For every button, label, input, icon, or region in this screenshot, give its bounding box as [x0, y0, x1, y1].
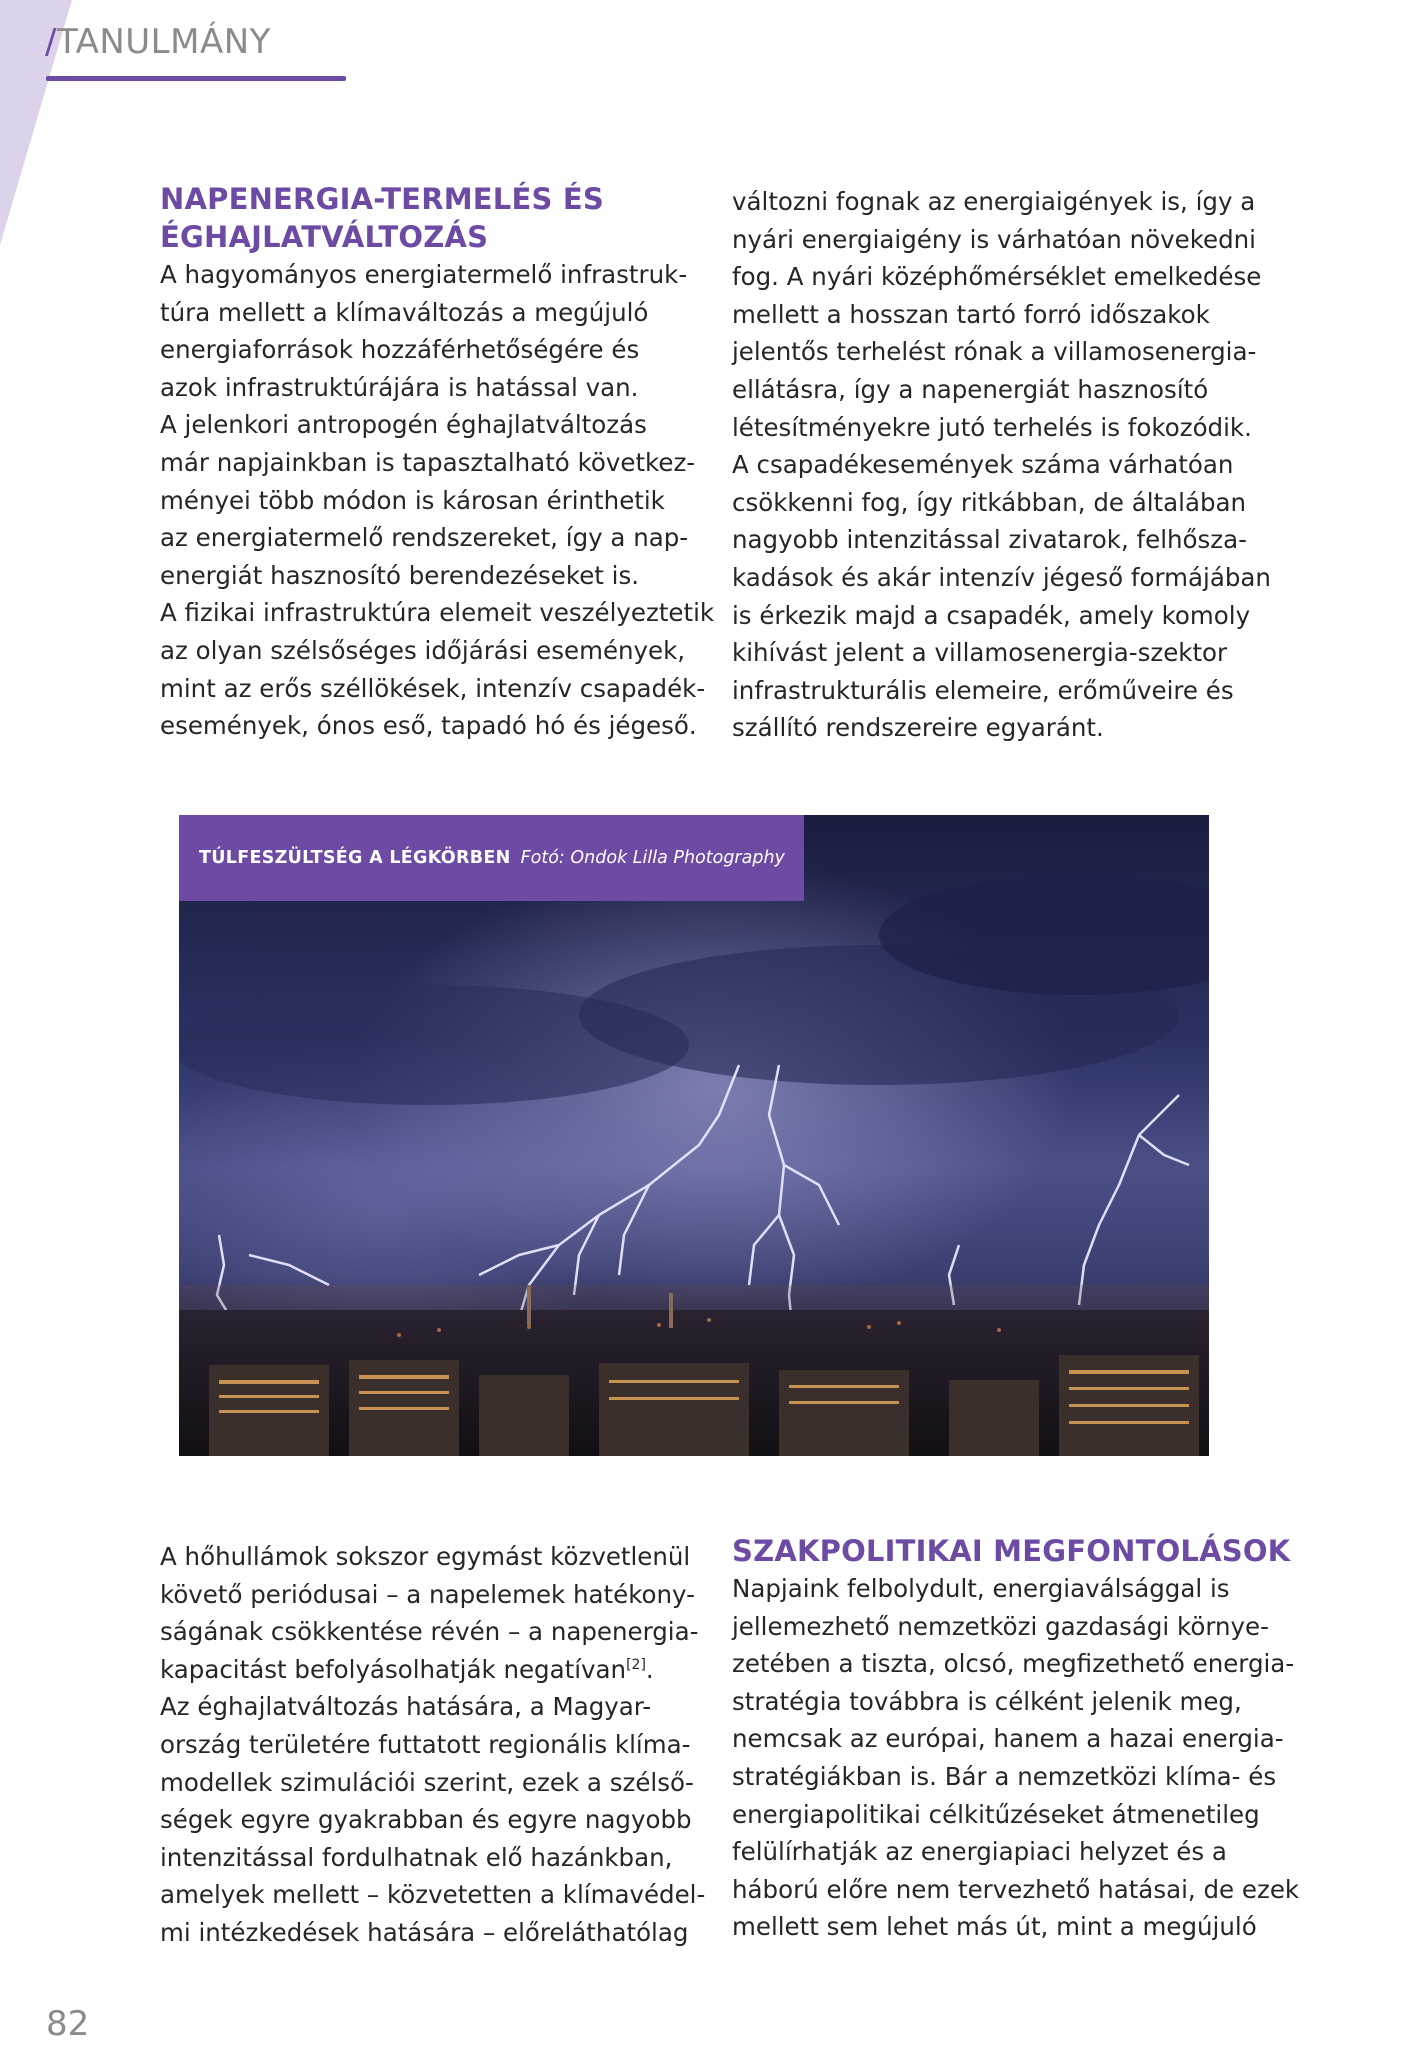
photo-caption [179, 815, 804, 901]
text-fragment: kapacitást befolyásolhatják negatívan [160, 1654, 627, 1684]
text-line: nemcsak az európai, hanem a hazai energia- [732, 1724, 1284, 1754]
text-line: Napjaink felbolydult, energiaválsággal is [732, 1574, 1230, 1603]
caption-credit: Fotó: Ondok Lilla Photography [520, 848, 785, 868]
caption-title: TÚLFESZÜLTSÉG A LÉGKÖRBEN [199, 848, 511, 868]
text-line-with-footnote [160, 1651, 720, 1689]
text-line: ellátásra, így a napenergiát hasznosító [732, 374, 1209, 404]
text-line: modellek szimulációi szerint, ezek a szélső- [160, 1767, 694, 1797]
lightning-storm-image [179, 815, 1209, 1456]
section-header [45, 22, 271, 62]
text-line: szállító rendszereire egyaránt. [732, 713, 1104, 743]
text-line: A hagyományos energiatermelő infrastruk- [160, 260, 688, 289]
text-line: az olyan szélsőséges időjárási események, [160, 635, 686, 665]
text-line: ságának csökkentése révén – a napenergia- [160, 1617, 699, 1647]
text-line: A csapadékesemények száma várhatóan [732, 450, 1234, 480]
text-line: stratégia továbbra is célként jelenik meg, [732, 1686, 1242, 1716]
text-line: jelentős terhelést rónak a villamosenergia- [732, 337, 1257, 367]
text-line: túra mellett a klímaváltozás a megújuló [160, 297, 649, 327]
text-line: változni fognak az energiaigények is, így a [732, 187, 1256, 216]
column-right-top [732, 183, 1292, 747]
text-line: jellemezhető nemzetközi gazdasági környe- [732, 1611, 1269, 1641]
lightning-photo [179, 815, 1209, 1456]
text-line: az energiatermelő rendszereket, így a nap- [160, 523, 689, 553]
text-fragment: . [645, 1654, 654, 1684]
text-line: kihívást jelent a villamosenergia-szektor [732, 638, 1228, 668]
footnote-reference[interactable]: [2] [626, 1656, 646, 1673]
text-line: kadások és akár intenzív jégeső formájában [732, 562, 1271, 592]
text-line: ményei több módon is károsan érinthetik [160, 485, 665, 515]
text-line: háború előre nem tervezhető hatásai, de ezek [732, 1874, 1300, 1904]
text-line: Az éghajlatváltozás hatására, a Magyar- [160, 1692, 652, 1722]
section-title: TANULMÁNY [56, 22, 271, 62]
heading-line: NAPENERGIA-TERMELÉS ÉS [160, 182, 604, 216]
column-left-bottom [160, 1538, 720, 1952]
text-line: A hőhullámok sokszor egymást közvetlenül [160, 1542, 691, 1571]
heading-line: ÉGHAJLATVÁLTOZÁS [160, 220, 489, 254]
text-line: csökkenni fog, így ritkábban, de általában [732, 487, 1247, 517]
text-line: A jelenkori antropogén éghajlatváltozás [160, 410, 647, 440]
text-line: amelyek mellett – közvetetten a klímavédel- [160, 1880, 706, 1910]
header-underline [46, 76, 346, 81]
section-heading-szakpolitikai: SZAKPOLITIKAI MEGFONTOLÁSOK [732, 1534, 1291, 1568]
text-line: felülírhatják az energiapiaci helyzet és a [732, 1837, 1227, 1867]
text-line: mint az erős széllökések, intenzív csapadék- [160, 673, 706, 703]
text-line: ségek egyre gyakrabban és egyre nagyobb [160, 1805, 692, 1835]
text-line: intenzitással fordulhatnak elő hazánkban, [160, 1842, 673, 1872]
column-right-bottom [732, 1532, 1300, 1946]
text-line: energiaforrások hozzáférhetőségére és [160, 335, 640, 365]
text-line: is érkezik majd a csapadék, amely komoly [732, 600, 1251, 630]
text-line: események, ónos eső, tapadó hó és jégeső. [160, 711, 697, 741]
text-line: ország területére futtatott regionális klíma- [160, 1729, 691, 1759]
text-line: fog. A nyári középhőmérséklet emelkedése [732, 262, 1262, 292]
text-line: létesítményekre jutó terhelés is fokozódik. [732, 412, 1252, 442]
text-line: azok infrastruktúrájára is hatással van. [160, 372, 639, 402]
text-line: már napjainkban is tapasztalható következ- [160, 447, 696, 477]
text-line: infrastrukturális elemeire, erőműveire és [732, 675, 1234, 705]
text-line: követő periódusai – a napelemek hatékony- [160, 1579, 695, 1609]
section-heading-napenergia [160, 180, 720, 256]
column-left-top [160, 180, 720, 745]
section-slash: / [45, 22, 57, 62]
text-line: stratégiákban is. Bár a nemzetközi klíma- és [732, 1761, 1277, 1791]
text-line: A fizikai infrastruktúra elemeit veszélyeztetik [160, 598, 715, 628]
text-line: nyári energiaigény is várhatóan növekedni [732, 224, 1256, 254]
text-line: energiapolitikai célkitűzéseket átmenetileg [732, 1799, 1260, 1829]
text-line: mellett a hosszan tartó forró időszakok [732, 299, 1210, 329]
text-line: mi intézkedések hatására – előreláthatólag [160, 1917, 689, 1947]
paragraph-block [160, 256, 720, 745]
text-line: nagyobb intenzitással zivatarok, felhősza- [732, 525, 1248, 555]
page-number: 82 [46, 2004, 90, 2044]
text-line: zetében a tiszta, olcsó, megfizethető energia- [732, 1649, 1295, 1679]
text-line: energiát hasznosító berendezéseket is. [160, 560, 640, 590]
text-line: mellett sem lehet más út, mint a megújuló [732, 1912, 1257, 1942]
